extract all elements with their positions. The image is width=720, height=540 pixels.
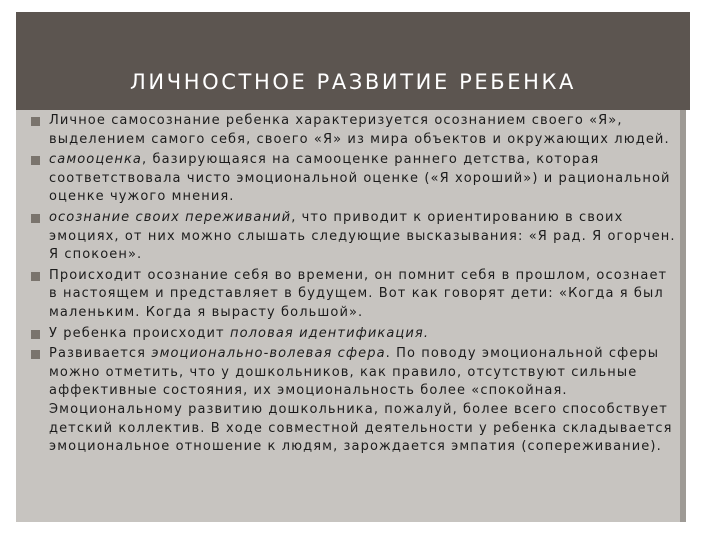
square-bullet-icon xyxy=(31,350,40,359)
bullet-emphasis: самооценка xyxy=(49,152,142,168)
list-item xyxy=(31,151,681,207)
square-bullet-icon xyxy=(31,330,40,339)
list-item xyxy=(31,325,681,344)
bullet-text: У ребенка происходит xyxy=(49,325,230,341)
title-bar xyxy=(16,12,690,110)
square-bullet-icon xyxy=(31,214,40,223)
bullet-emphasis: эмоционально-волевая сфера xyxy=(151,346,386,362)
bullet-list xyxy=(31,110,681,457)
bullet-text: Развивается xyxy=(49,346,152,362)
content-panel xyxy=(16,110,686,522)
bullet-text: , базирующаяся на самооценке раннего детства, которая соответствовала чисто эмоциональной оценке («Я хороший») и рациональной оценке чужого мнения. xyxy=(49,152,671,205)
bullet-text: Происходит осознание себя во времени, он помнит себя в прошлом, осознает в настоящем и представляет в будущем. Вот как говорят дети: «Когда я был маленьким. Когда я вырасту большой». xyxy=(49,267,668,320)
square-bullet-icon xyxy=(31,117,40,126)
square-bullet-icon xyxy=(31,156,40,165)
bullet-text: Личное самосознание ребенка характеризуется осознанием своего «Я», выделением самого себя, своего «Я» из мира объектов и окружающих людей. xyxy=(49,113,670,147)
slide-title: ЛИЧНОСТНОЕ РАЗВИТИЕ РЕБЕНКА xyxy=(130,70,576,94)
list-item xyxy=(31,345,681,457)
list-item xyxy=(31,112,681,149)
bullet-emphasis: половая идентификация. xyxy=(229,325,430,341)
bullet-emphasis: осознание своих переживаний xyxy=(49,209,292,225)
list-item xyxy=(31,267,681,323)
square-bullet-icon xyxy=(31,272,40,281)
bullet-text: , что приводит к ориентированию в своих эмоциях, от них можно слышать следующие высказывания: «Я рад. Я огорчен. Я спокоен». xyxy=(49,209,676,263)
list-item xyxy=(31,209,681,265)
bullet-text: . По поводу эмоциональной сферы можно отметить, что у дошкольников, как правило, отсутствуют сильные аффективные состояния, их эмоциональность более «спокойная. Эмоциональному развитию дошкольника, пожалуй, более всего способствует детский коллектив. В ходе совместной деятельности у ребенка складывается эмоциональное отношение к людям, зарождается эмпатия (сопереживание). xyxy=(49,346,673,455)
